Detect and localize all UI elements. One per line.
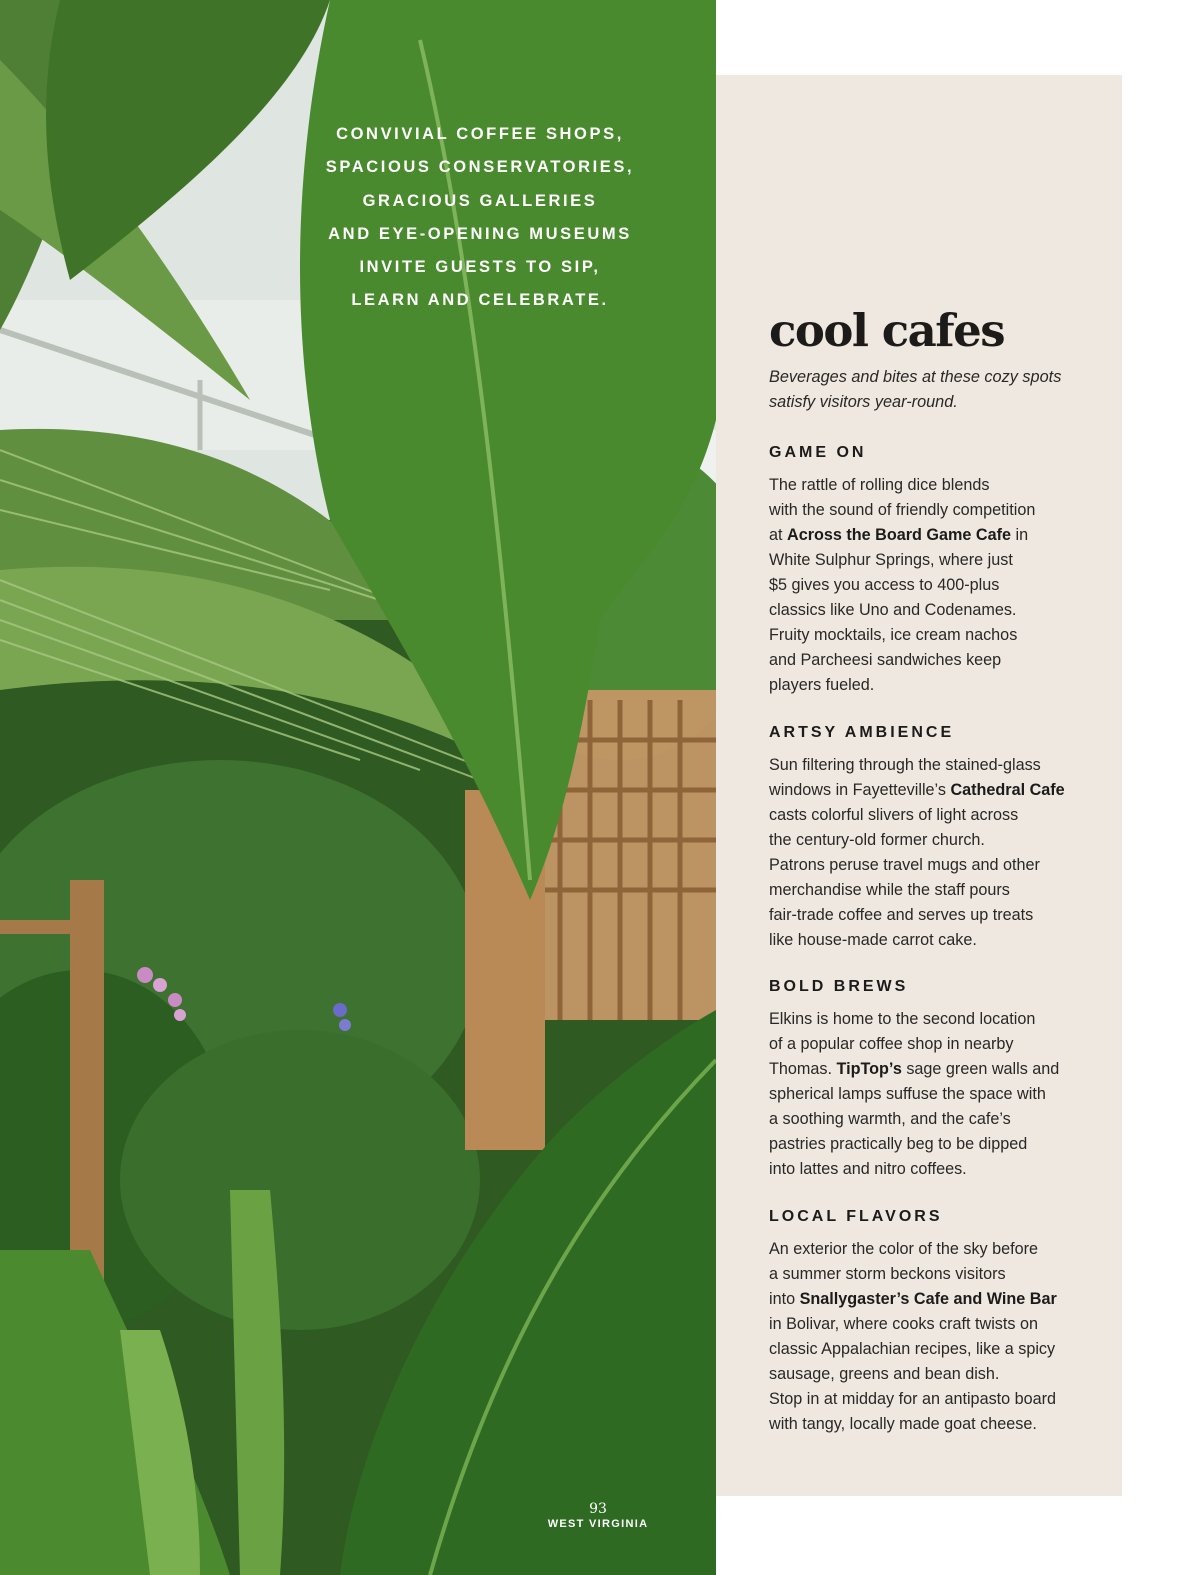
- body-line: Stop in at midday for an antipasto board: [769, 1390, 1057, 1408]
- photo-caption: [322, 118, 638, 318]
- section-bold-brews: [769, 976, 1109, 1182]
- body-line: The rattle of rolling dice blends: [769, 476, 990, 494]
- body-line: fair-trade coffee and serves up treats: [769, 906, 1034, 924]
- venue-name: Snallygaster’s Cafe and Wine Bar: [799, 1290, 1057, 1308]
- body-line: players fueled.: [769, 676, 875, 694]
- sidebar-title: cool cafes: [769, 304, 1005, 357]
- body-line: spherical lamps suffuse the space with: [769, 1085, 1046, 1103]
- section-game-on: [769, 442, 1109, 698]
- magazine-section-name: WEST VIRGINIA: [547, 1518, 649, 1530]
- page-number: 93: [589, 1501, 607, 1517]
- body-line: Fruity mocktails, ice cream nachos: [769, 626, 1018, 644]
- body-line: like house-made carrot cake.: [769, 931, 977, 949]
- body-line: the century-old former church.: [769, 831, 985, 849]
- body-line: in Bolivar, where cooks craft twists on: [769, 1315, 1038, 1333]
- body-line: with the sound of friendly competition: [769, 501, 1036, 519]
- caption-line: CONVIVIAL COFFEE SHOPS,: [336, 125, 624, 143]
- body-line: into Snallygaster’s Cafe and Wine Bar: [769, 1290, 1057, 1308]
- section-body: [769, 473, 1109, 698]
- body-line: classics like Uno and Codenames.: [769, 601, 1017, 619]
- caption-line: GRACIOUS GALLERIES: [362, 191, 598, 210]
- section-heading: BOLD BREWS: [769, 978, 909, 995]
- section-body: [769, 1237, 1109, 1437]
- body-line: windows in Fayetteville’s Cathedral Cafe: [769, 781, 1065, 799]
- venue-name: TipTop’s: [836, 1060, 902, 1078]
- caption-line: AND EYE-OPENING MUSEUMS: [328, 224, 632, 243]
- body-line: Patrons peruse travel mugs and other: [769, 856, 1040, 874]
- body-line: pastries practically beg to be dipped: [769, 1135, 1028, 1153]
- section-body: [769, 1007, 1109, 1182]
- section-heading: LOCAL FLAVORS: [769, 1208, 943, 1225]
- body-line: with tangy, locally made goat cheese.: [769, 1415, 1037, 1433]
- section-body: [769, 753, 1109, 953]
- body-line: sausage, greens and bean dish.: [769, 1365, 1000, 1383]
- section-local-flavors: [769, 1206, 1109, 1437]
- body-line: a soothing warmth, and the cafe’s: [769, 1110, 1011, 1128]
- page-folio: [540, 1501, 656, 1531]
- cool-cafes-sidebar: [716, 75, 1122, 1496]
- body-line: at Across the Board Game Cafe in: [769, 526, 1029, 544]
- body-line: Elkins is home to the second location: [769, 1010, 1036, 1028]
- caption-line: LEARN AND CELEBRATE.: [351, 291, 609, 310]
- body-line: of a popular coffee shop in nearby: [769, 1035, 1014, 1053]
- venue-name: Across the Board Game Cafe: [787, 526, 1012, 544]
- body-line: casts colorful slivers of light across: [769, 806, 1019, 824]
- section-heading: ARTSY AMBIENCE: [769, 724, 955, 741]
- sidebar-subtitle: Beverages and bites at these cozy spots satisfy visitors year-round.: [769, 368, 1062, 411]
- body-line: Sun filtering through the stained-glass: [769, 756, 1041, 774]
- section-heading: GAME ON: [769, 444, 867, 461]
- body-line: a summer storm beckons visitors: [769, 1265, 1006, 1283]
- body-line: An exterior the color of the sky before: [769, 1240, 1039, 1258]
- body-line: $5 gives you access to 400-plus: [769, 576, 1000, 594]
- caption-line: SPACIOUS CONSERVATORIES,: [325, 158, 635, 177]
- venue-name: Cathedral Cafe: [950, 781, 1065, 799]
- orchid-flower: [137, 967, 153, 983]
- section-artsy-ambience: [769, 722, 1109, 953]
- body-line: classic Appalachian recipes, like a spicy: [769, 1340, 1056, 1358]
- body-line: White Sulphur Springs, where just: [769, 551, 1013, 569]
- caption-line: INVITE GUESTS TO SIP,: [359, 258, 601, 277]
- body-line: and Parcheesi sandwiches keep: [769, 651, 1002, 669]
- body-line: merchandise while the staff pours: [769, 881, 1010, 899]
- body-line: into lattes and nitro coffees.: [769, 1160, 967, 1178]
- body-line: Thomas. TipTop’s sage green walls and: [769, 1060, 1060, 1078]
